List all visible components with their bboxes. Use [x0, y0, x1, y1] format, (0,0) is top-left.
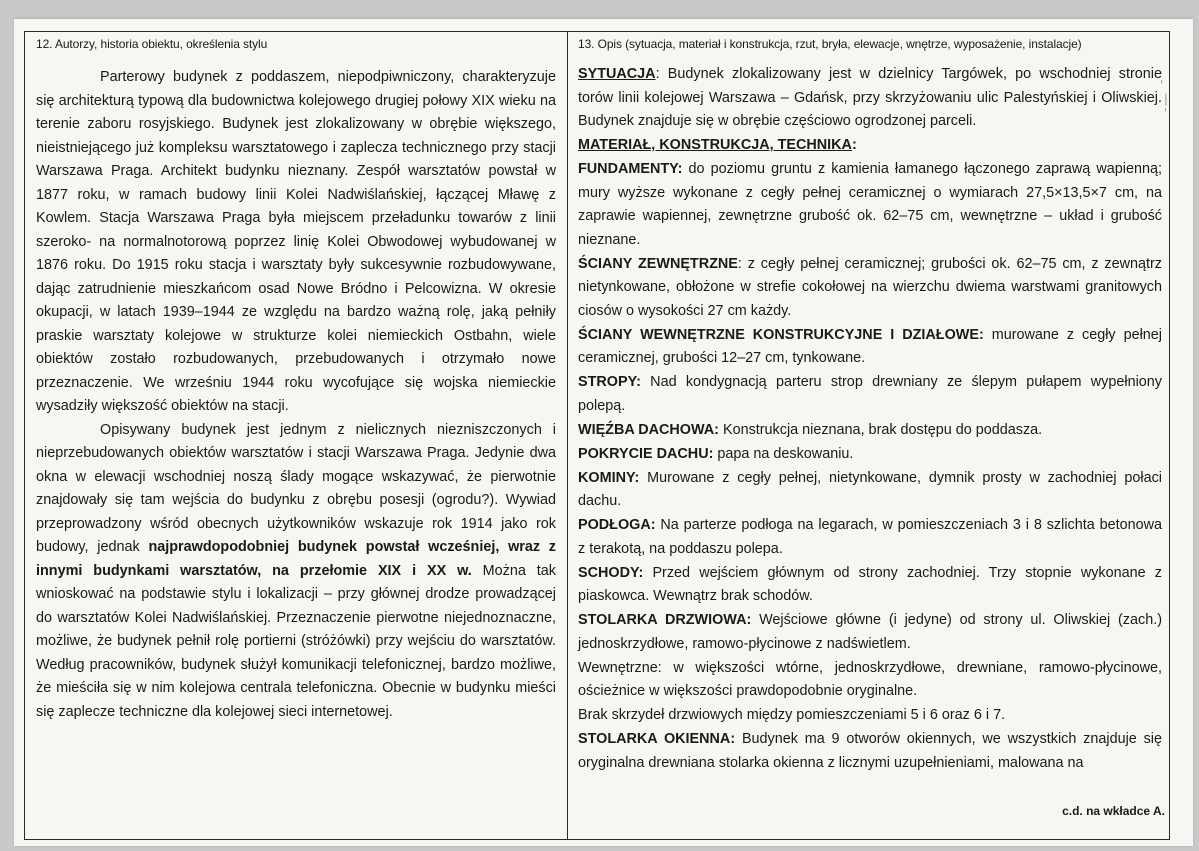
stolarka-drzwiowa-label: STOLARKA DRZWIOWA:: [578, 612, 752, 628]
sytuacja-label: SYTUACJA: [578, 66, 656, 82]
wiezba-label: WIĘŹBA DACHOWA:: [578, 421, 719, 438]
history-text-c: Można tak wnioskować na podstawie stylu i lokalizacji – przy głównej drodze prowadzącej do warsztatów Kolei Nadwiślańskiej. Przeznaczenie pierwotne niejednoznaczne, możliwe, że budynek pełnił rolę portierni (stróżówki) przy wejściu do warsztatów. Według pracowników, budynek służył komunikacji telefonicznej, bardzo możliwe, że mieściła się w nim kolejowa centrala telefoniczna. Obecnie w budynku mieści się zaplecze techniczne dla kolejowej sieci internetowej.: [36, 562, 556, 720]
schody-text: Przed wejściem głównym od strony zachodniej. Trzy stopnie wykonane z piaskowca. Wewnątrz brak schodów.: [578, 564, 1162, 604]
description-column: [578, 63, 1162, 776]
section-13-header: 13. Opis (sytuacja, materiał i konstrukcja, rzut, bryła, elewacje, wnętrze, wyposażenie, instalacje): [578, 37, 1082, 51]
sciany-wewnetrzne-text: murowane z cegły pełnej ceramicznej, grubości 12–27 cm, tynkowane.: [578, 326, 1162, 366]
podloga-entry: [578, 514, 1162, 561]
pokrycie-entry: [578, 443, 1162, 467]
sytuacja-entry: [578, 63, 1162, 134]
schody-entry: [578, 562, 1162, 609]
material-heading: [578, 134, 1162, 158]
pencil-marks: ' | ': [1160, 78, 1168, 120]
drzwi-wewnetrzne-text: Wewnętrzne: w większości wtórne, jednoskrzydłowe, drewniane, ramowo-płycinowe, ościeżnice w większości prawdopodobnie oryginalne.: [578, 659, 1162, 699]
pokrycie-text: papa na deskowaniu.: [713, 445, 854, 462]
material-colon: :: [851, 137, 857, 153]
fundamenty-entry: [578, 158, 1162, 252]
stolarka-drzwiowa-entry: [578, 609, 1162, 656]
sciany-wewnetrzne-entry: [578, 324, 1162, 371]
podloga-text: Na parterze podłoga na legarach, w pomieszczeniach 3 i 8 szlichta betonowa z terakotą, na poddaszu polepa.: [578, 517, 1162, 557]
history-column: [36, 66, 556, 724]
section-12-header: 12. Autorzy, historia obiektu, określenia stylu: [36, 37, 268, 51]
sciany-zewnetrzne-text: : z cegły pełnej ceramicznej; grubości ok. 62–75 cm, z zewnątrz nietynkowane, obłożone w strefie cokołowej na wierzchu dwiema warstwami granitowych ciosów o wysokości 27 cm każdy.: [578, 255, 1162, 319]
stropy-text: Nad kondygnacją parteru strop drewniany ze ślepym pułapem wypełniony polepą.: [578, 374, 1162, 414]
stolarka-drzwiowa-text: Wejściowe główne (i jedyne) od strony ul. Oliwskiej (zach.) jednoskrzydłowe, ramowo-płycinowe z nadświetlem.: [578, 612, 1162, 652]
wiezba-text: Konstrukcja nieznana, brak dostępu do poddasza.: [718, 421, 1043, 438]
stolarka-okienna-entry: [578, 728, 1162, 775]
continuation-note: c.d. na wkładce A.: [1062, 804, 1165, 818]
fundamenty-label: FUNDAMENTY:: [578, 161, 683, 177]
sytuacja-text: : Budynek zlokalizowany jest w dzielnicy Targówek, po wschodniej stronie torów linii kolejowej Warszawa – Gdańsk, przy skrzyżowaniu ulic Palestyńskiej i Oliwskiej. Budynek znajduje się w obrębie częściowo ogrodzonej parceli.: [578, 66, 1162, 129]
kominy-label: KOMINY:: [578, 469, 640, 486]
sciany-wewnetrzne-label: ŚCIANY WEWNĘTRZNE KONSTRUKCYJNE I DZIAŁOWE:: [578, 326, 984, 343]
kominy-entry: [578, 467, 1162, 514]
material-label: MATERIAŁ, KONSTRUKCJA, TECHNIKA: [578, 137, 852, 153]
history-paragraph-1: Parterowy budynek z poddaszem, niepodpiwniczony, charakteryzuje się architekturą typową dla budownictwa kolejowego drugiej połowy XIX wieku na terenie zaboru rosyjskiego. Budynek jest zlokalizowany w obrębie większego, nieistniejącego już kompleksu warsztatowego i zaplecza technicznego przy stacji Warszawa Praga. Architekt budynku nieznany. Zespół warsztatów powstał w 1877 roku, w ramach budowy linii Kolei Nadwiślańskiej, łączącej Mławę z Kowlem. Stacja Warszawa Praga była miejscem przeładunku towarów z linii szeroko- na normalnotorową poprzez linię Kolei Obwodowej wybudowanej w 1876 roku. Do 1915 roku stacja i warsztaty były sukcesywnie rozbudowywane, dając zatrudnienie mieszkańcom osad Nowe Bródno i Pelcowizna. W okresie okupacji, w latach 1939–1944 ze względu na bardzo ważną rolę, jaką pełniły praskie warsztaty kolejowe w strukturze kolei niemieckich Ostbahn, wiele obiektów zostało rozbudowanych, przebudowanych i otrzymało nowe przeznaczenie. We wrześniu 1944 roku wycofujące się wojska niemieckie wysadziły większość obiektów na stacji.: [36, 69, 556, 414]
stropy-entry: [578, 371, 1162, 418]
sciany-zewnetrzne-label: ŚCIANY ZEWNĘTRZNE: [578, 255, 738, 272]
stolarka-okienna-label: STOLARKA OKIENNA:: [578, 731, 736, 747]
kominy-text: Murowane z cegły pełnej, nietynkowane, dymnik prosty w zachodniej połaci dachu.: [578, 469, 1162, 509]
history-bold-statement: najprawdopodobniej budynek powstał wcześniej, wraz z innymi budynkami warsztatów, na przełomie XIX i XX w.: [36, 539, 556, 579]
wiezba-entry: [578, 419, 1162, 443]
stolarka-okienna-text: Budynek ma 9 otworów okiennych, we wszystkich znajduje się oryginalna drewniana stolarka okienna z licznymi uzupełnieniami, malowana na: [578, 731, 1162, 771]
pokrycie-label: POKRYCIE DACHU:: [578, 445, 714, 462]
podloga-label: PODŁOGA:: [578, 517, 656, 533]
history-text-a: Opisywany budynek jest jednym z nielicznych niezniszczonych i nieprzebudowanych obiektów warsztatów i stacji Warszawa Praga. Jedynie dwa okna w elewacji wschodniej noszą ślady mogące wskazywać, że pierwotnie znajdowały się tam wejścia do budynku z obrębu posesji (ogrodu?). Wywiad przeprowadzony wśród obecnych użytkowników wskazuje rok 1914 jako rok budowy, jednak: [36, 421, 556, 555]
fundamenty-text: do poziomu gruntu z kamienia łamanego łączonego zaprawą wapienną; mury wyższe wykonane z cegły pełnej ceramicznej o wymiarach 27,5×13,5×7 cm, na zaprawie wapiennej, zewnętrzne grubość ok. 62–75 cm, wewnętrzne – układ i grubość nieznane.: [578, 161, 1162, 248]
column-divider: [567, 31, 568, 840]
history-paragraph-2: [36, 419, 556, 725]
stropy-label: STROPY:: [578, 374, 641, 390]
drzwi-brak-text: Brak skrzydeł drzwiowych między pomieszczeniami 5 i 6 oraz 6 i 7.: [578, 707, 1006, 723]
schody-label: SCHODY:: [578, 564, 644, 581]
sciany-zewnetrzne-entry: [578, 253, 1162, 324]
